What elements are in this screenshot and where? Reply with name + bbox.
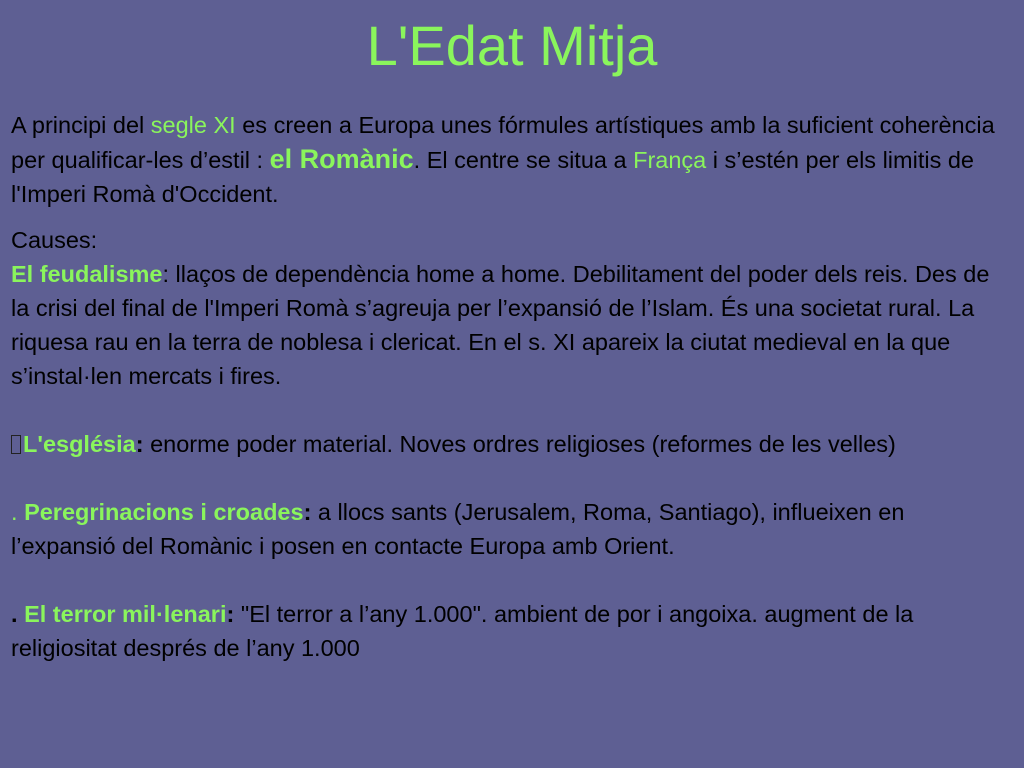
intro-text-1: A principi del [11,112,151,138]
romanic-highlight: el Romànic [269,144,414,174]
intro-text-4: i s’estén per els limitis de l'Imperi Romà d'Occident. [11,147,974,207]
peregrinacions-bullet: . [11,499,25,525]
terror-paragraph [11,597,1013,665]
intro-text-3: . El centre se situa a [413,147,634,173]
esglesia-paragraph [11,427,1013,461]
slide-body [11,108,1013,665]
peregrinacions-colon: : [303,499,312,525]
missing-glyph-icon [11,435,21,454]
terror-text: "El terror a l’any 1.000". ambient de por i angoixa. augment de la religiositat després de l’any 1.000 [11,601,914,661]
esglesia-colon: : [135,431,144,457]
intro-text-2: es creen a Europa unes fórmules artístiques amb la suficient coherència per qualificar-les d’estil : [11,112,995,173]
peregrinacions-text: a llocs sants (Jerusalem, Roma, Santiago), influeixen en l’expansió del Romànic i posen en contacte Europa amb Orient. [11,499,905,559]
feudalisme-label: El feudalisme [11,261,163,287]
peregrinacions-paragraph [11,495,1013,563]
esglesia-text: enorme poder material. Noves ordres religioses (reformes de les velles) [143,431,896,457]
feudalisme-paragraph [11,257,1013,393]
slide-title: L'Edat Mitja [366,14,658,77]
terror-label: El terror mil·lenari [24,601,227,627]
segle-highlight: segle XI [150,112,236,138]
spacer [11,211,1013,223]
spacer [11,393,1013,427]
spacer [11,563,1013,597]
intro-paragraph [11,108,1013,211]
feudalisme-text: : llaços de dependència home a home. Debilitament del poder dels reis. Des de la crisi del final de l'Imperi Romà s’agreuja per l’expansió de l’Islam. És una societat rural. La riquesa rau en la terra de noblesa i clericat. En el s. XI apareix la ciutat medieval en la que s’instal·len mercats i fires. [11,261,990,389]
causes-heading: Causes: [11,227,98,253]
esglesia-label: L'església [23,431,136,457]
terror-colon: : [226,601,235,627]
spacer [11,461,1013,495]
terror-bullet: . [11,601,25,627]
peregrinacions-label: Peregrinacions i croades [24,499,304,525]
franca-highlight: França [633,147,707,173]
